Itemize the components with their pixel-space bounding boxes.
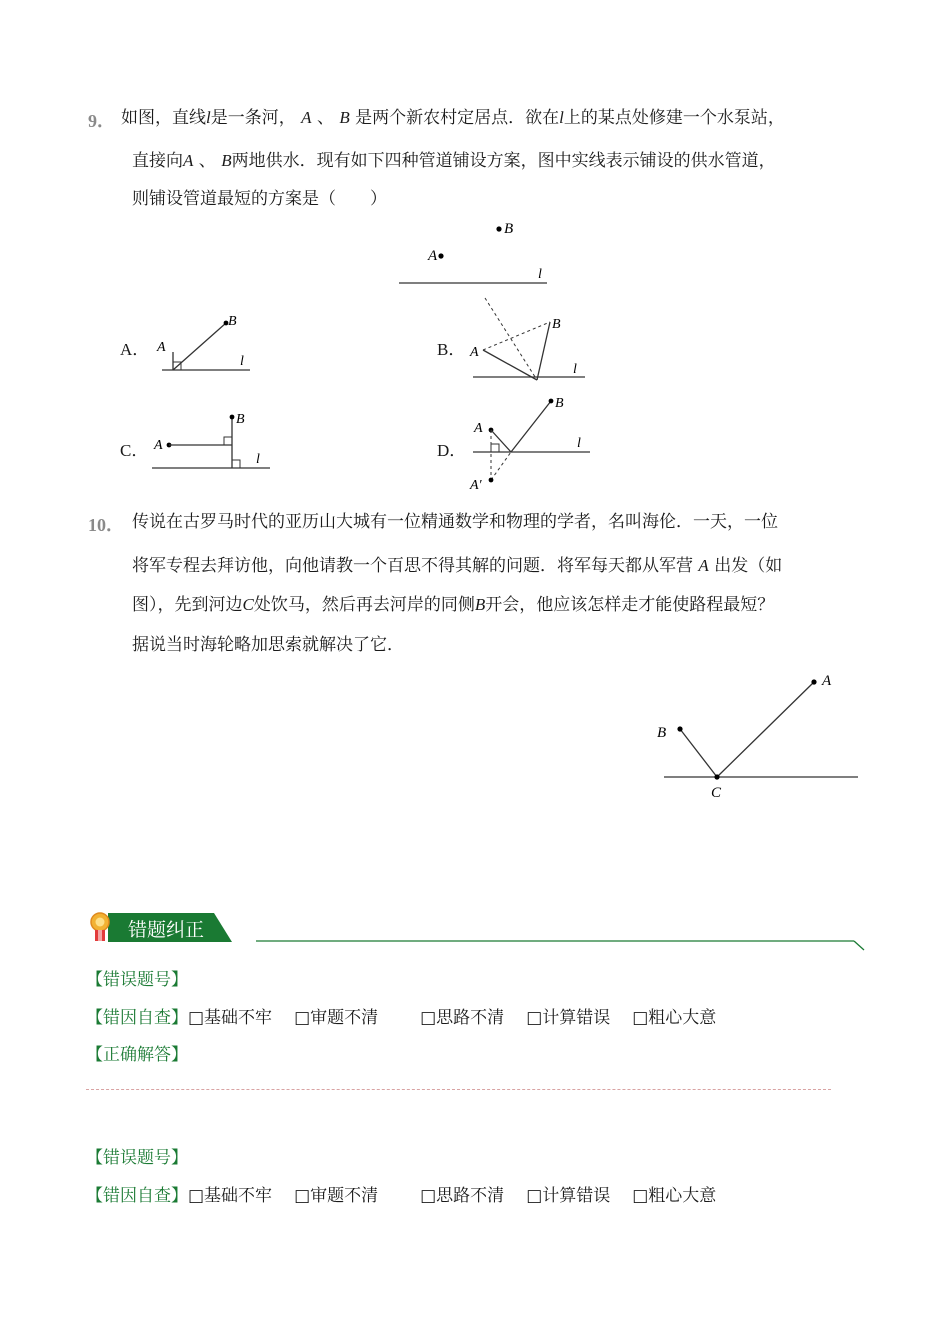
correct-answer-label: 【正确解答】 [86,1045,188,1065]
point-A [811,679,816,684]
dashed-reflection [485,298,537,380]
q10-figure [650,665,865,805]
label-l: l [577,436,581,451]
option-d-figure [465,392,595,492]
q9-number: 9． [88,111,115,131]
q10-number: 10． [88,515,124,535]
pipe-A [483,350,537,380]
pipe-to-B [173,323,226,370]
cause-option[interactable]: □基础不牢 [188,1008,273,1028]
label-A: A [474,421,483,436]
cause-option[interactable]: □计算错误 [526,1008,611,1028]
label-B: B [236,412,245,427]
option-d-label: D． [437,441,467,460]
point-B [549,399,554,404]
point-C [714,774,719,779]
pipe-A [491,430,511,452]
label-A: A [470,345,479,360]
option-c-figure [150,408,275,478]
point-A [438,253,443,258]
label-A: A [822,673,832,689]
label-B: B [552,317,561,332]
label-l: l [573,362,577,377]
cause-option[interactable]: □审题不清 [294,1186,379,1206]
cause-option[interactable]: □计算错误 [526,1186,611,1206]
q10-line2: 将军专程去拜访他，向他请教一个百思不得其解的问题．将军每天都从军营 A 出发（如 [132,556,783,576]
right-angle-mark [491,444,499,452]
dashed-AB [483,322,550,350]
point-B [677,726,682,731]
cause-option[interactable]: □思路不清 [420,1186,505,1206]
correction-title: 错题纠正 [128,919,205,941]
label-B: B [228,314,237,329]
wrong-number-label: 【错误题号】 [86,970,188,990]
label-A: A [154,438,163,453]
cause-option[interactable]: □粗心大意 [632,1008,717,1028]
cause-row-1: 【错因自查】□基础不牢 □审题不清 □思路不清 □计算错误 □粗心大意 [86,1008,717,1028]
label-B: B [504,221,514,237]
option-c-label: C． [120,441,149,460]
cause-row-2: 【错因自查】□基础不牢 □审题不清 □思路不清 □计算错误 □粗心大意 [86,1186,717,1206]
label-A: A [428,248,438,264]
cause-option[interactable]: □基础不牢 [188,1186,273,1206]
right-angle-mark [224,437,232,445]
point-B [230,415,235,420]
q9-line1: 如图，直线l是一条河， A 、 B 是两个新农村定居点．欲在l上的某点处修建一个水泵站， [121,108,785,128]
q9-line2: 直接向A 、 B两地供水．现有如下四种管道铺设方案，图中实线表示铺设的供水管道， [132,151,776,171]
option-b-figure [465,292,595,387]
wrong-number-label: 【错误题号】 [86,1148,188,1168]
label-A-prime: A′ [470,478,482,492]
point-A-prime [489,478,494,483]
label-B: B [657,725,667,741]
cause-option[interactable]: □粗心大意 [632,1186,717,1206]
q10-line3: 图），先到河边C处饮马，然后再去河岸的同侧B开会，他应该怎样走才能使路程最短？ [132,595,775,615]
option-a-label: A． [120,340,150,359]
path-BC [680,729,717,777]
label-l: l [256,452,260,467]
option-a-figure [150,310,260,380]
q10-line4: 据说当时海轮略加思索就解决了它． [132,635,404,655]
label-C: C [711,785,722,801]
q9-main-figure [395,215,555,295]
label-A: A [157,340,166,355]
right-angle-mark [232,460,240,468]
label-l: l [538,267,542,282]
cause-option[interactable]: □审题不清 [294,1008,379,1028]
pipe-B [511,401,551,452]
q9-line3: 则铺设管道最短的方案是（ ） [132,189,387,209]
point-B [496,226,501,231]
section-divider [86,1089,831,1090]
option-b-label: B． [437,340,466,359]
q10-line1: 传说在古罗马时代的亚历山大城有一位精通数学和物理的学者，名叫海伦．一天，一位 [132,512,778,532]
pipe-B [537,322,550,380]
dashed-A-prime [491,452,511,480]
path-CA [717,682,814,777]
cause-option[interactable]: □思路不清 [420,1008,505,1028]
label-B: B [555,396,564,411]
header-rule [250,936,870,956]
label-l: l [240,354,244,369]
